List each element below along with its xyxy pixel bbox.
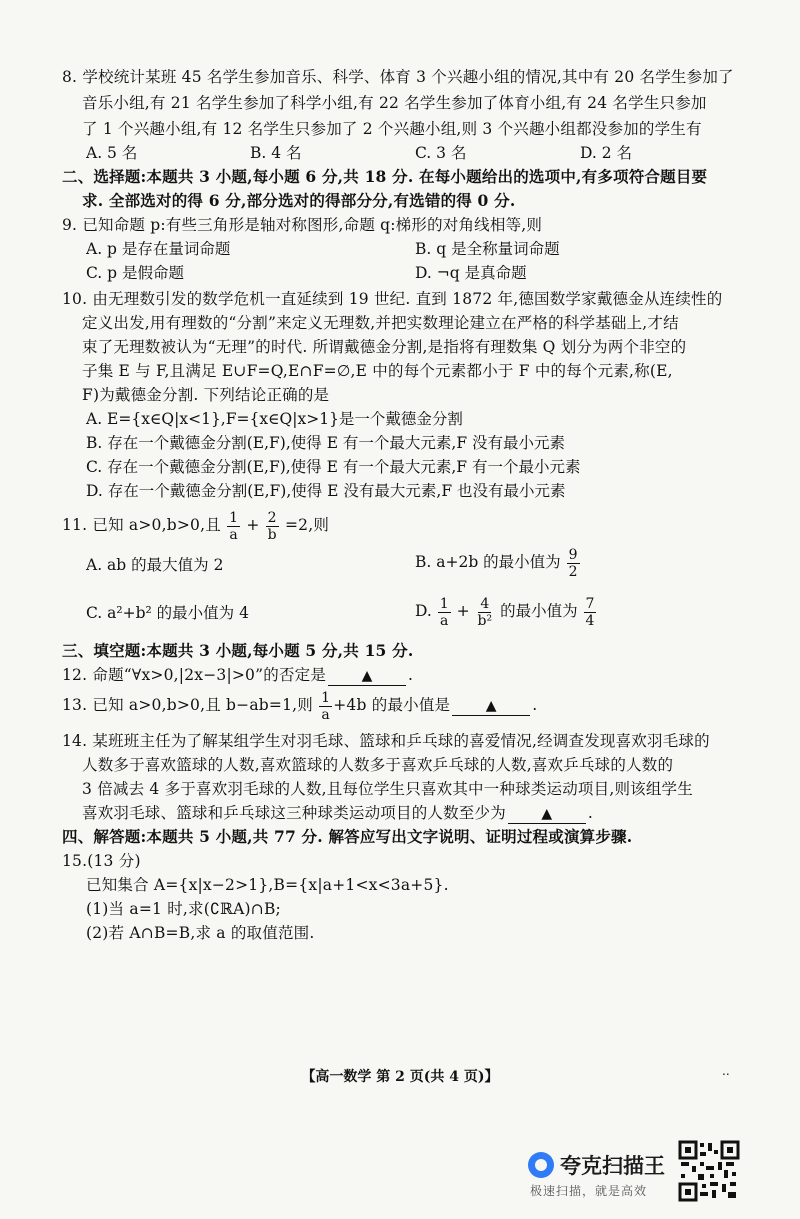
q10-line5: F)为戴德金分割. 下列结论正确的是 — [82, 386, 330, 404]
triangle-marker-icon: ▲ — [485, 698, 497, 714]
q11-option-d: D. $\frac{1}{a}$ + $\frac{4}{\text{b²}}$ 的最小值为 $\frac{7}{4}$ — [415, 595, 595, 629]
scanner-watermark — [528, 1148, 678, 1200]
q11-stem: 11. 已知 a>0,b>0,且 $\frac{1}{a}$ + $\frac{2}{b}$ =2,则 — [62, 509, 330, 543]
page-footer: 【高一数学 第 2 页(共 4 页)】 — [301, 1069, 499, 1085]
q14-line1: 14. 某班班主任为了解某组学生对羽毛球、篮球和乒乓球的喜爱情况,经调查发现喜欢羽毛球的 — [62, 732, 710, 750]
q11-option-a: A. ab 的最大值为 2 — [86, 556, 224, 574]
q13-fraction-1-over-a: $\frac{1}{a}$ — [321, 689, 331, 723]
triangle-marker-icon: ▲ — [361, 668, 373, 684]
q15-given: 已知集合 A={x|x−2>1},B={x|a+1<x<3a+5}. — [86, 876, 449, 894]
q10-line1: 10. 由无理数引发的数学危机一直延续到 19 世纪. 直到 1872 年,德国数学家戴德金从连续性的 — [62, 290, 723, 308]
q11-stem-text: 11. 已知 a>0,b>0,且 — [62, 516, 221, 534]
q13-answer-blank — [452, 696, 530, 716]
section2-heading-line2: 求. 全部选对的得 6 分,部分选对的得部分分,有选错的得 0 分. — [82, 191, 516, 210]
q14-answer-blank — [508, 804, 586, 824]
q14-line4: 喜欢羽毛球、篮球和乒乓球这三种球类运动项目的人数至少为 ▲ . — [82, 804, 594, 822]
q8-line1: 8. 学校统计某班 45 名学生参加音乐、科学、体育 3 个兴趣小组的情况,其中有 20 名学生参加了 — [62, 68, 734, 86]
q15-header: 15.(13 分) — [62, 852, 141, 870]
q8-line3: 了 1 个兴趣小组,有 12 名学生只参加了 2 个兴趣小组,则 3 个兴趣小组都没参加的学生有 — [82, 120, 702, 138]
q12-answer-blank — [328, 666, 406, 686]
scanner-logo-icon — [528, 1152, 554, 1178]
scanner-slogan: 极速扫描，就是高效 — [530, 1184, 648, 1198]
qr-code-icon — [678, 1140, 740, 1202]
footer-dots: .. — [722, 1064, 730, 1078]
triangle-marker-icon: ▲ — [541, 806, 553, 822]
q11-fraction-1-over-a: $\frac{1}{a}$ — [229, 509, 239, 543]
section4-heading: 四、解答题:本题共 5 小题,共 77 分. 解答应写出文字说明、证明过程或演算步骤. — [62, 827, 633, 846]
q14-line3: 3 倍减去 4 多于喜欢羽毛球的人数,且每位学生只喜欢其中一种球类运动项目,则该组学生 — [82, 780, 693, 798]
section2-heading-line1: 二、选择题:本题共 3 小题,每小题 6 分,共 18 分. 在每小题给出的选项中,有多项符合题目要 — [62, 167, 708, 186]
q8-option-d: D. 2 名 — [580, 144, 633, 162]
q11-option-c: C. a²+b² 的最小值为 4 — [86, 604, 249, 622]
q11-fraction-2-over-b: $\frac{2}{b}$ — [267, 509, 277, 543]
q9-option-b: B. q 是全称量词命题 — [415, 240, 560, 258]
q11-fraction-1-over-a-d: $\frac{1}{a}$ — [439, 595, 449, 629]
q11-fraction-7-over-4: $\frac{7}{4}$ — [585, 595, 595, 629]
q9-option-d: D. ¬q 是真命题 — [415, 264, 527, 282]
q10-option-b: B. 存在一个戴德金分割(E,F),使得 E 有一个最大元素,F 没有最小元素 — [86, 434, 566, 452]
q10-option-d: D. 存在一个戴德金分割(E,F),使得 E 没有最大元素,F 也没有最小元素 — [86, 482, 566, 500]
q9-option-c: C. p 是假命题 — [86, 264, 185, 282]
q8-line2: 音乐小组,有 21 名学生参加了科学小组,有 22 名学生参加了体育小组,有 24 名学生只参加 — [82, 94, 707, 112]
q11-fraction-4-over-b2: $\frac{4}{\text{b²}}$ — [477, 595, 493, 629]
q10-line3: 束了无理数被认为“无理”的时代. 所谓戴德金分割,是指将有理数集 Q 划分为两个非空的 — [82, 338, 687, 356]
q9-stem: 9. 已知命题 p:有些三角形是轴对称图形,命题 q:梯形的对角线相等,则 — [62, 216, 543, 234]
q8-option-c: C. 3 名 — [415, 144, 467, 162]
q11-fraction-9-over-2: $\frac{9}{2}$ — [568, 546, 578, 580]
section3-heading: 三、填空题:本题共 3 小题,每小题 5 分,共 15 分. — [62, 641, 414, 660]
q13-line: 13. 已知 a>0,b>0,且 b−ab=1,则 $\frac{1}{a}$ +4b 的最小值是 ▲ . — [62, 689, 538, 723]
q10-option-a: A. E={x∈Q|x<1},F={x∈Q|x>1}是一个戴德金分割 — [86, 410, 463, 428]
q14-line2: 人数多于喜欢篮球的人数,喜欢篮球的人数多于喜欢乒乓球的人数,喜欢乒乓球的人数的 — [82, 756, 674, 774]
q8-option-a: A. 5 名 — [86, 144, 138, 162]
q12-line: 12. 命题“∀x>0,|2x−3|>0”的否定是 ▲ . — [62, 666, 414, 684]
q10-line2: 定义出发,用有理数的“分割”来定义无理数,并把实数理论建立在严格的科学基础上,才结 — [82, 314, 679, 332]
q9-option-a: A. p 是存在量词命题 — [86, 240, 231, 258]
scanner-brand-name: 夸克扫描王 — [560, 1154, 665, 1178]
q11-option-b: B. a+2b 的最小值为 $\frac{9}{2}$ — [415, 546, 578, 580]
q8-option-b: B. 4 名 — [250, 144, 302, 162]
q10-option-c: C. 存在一个戴德金分割(E,F),使得 E 有一个最大元素,F 有一个最小元素 — [86, 458, 581, 476]
q10-line4: 子集 E 与 F,且满足 E∪F=Q,E∩F=∅,E 中的每个元素都小于 F 中的每个元素,称(E, — [82, 362, 673, 380]
q15-part1: (1)当 a=1 时,求(∁ℝA)∩B; — [86, 900, 281, 918]
q15-part2: (2)若 A∩B=B,求 a 的取值范围. — [86, 924, 315, 942]
